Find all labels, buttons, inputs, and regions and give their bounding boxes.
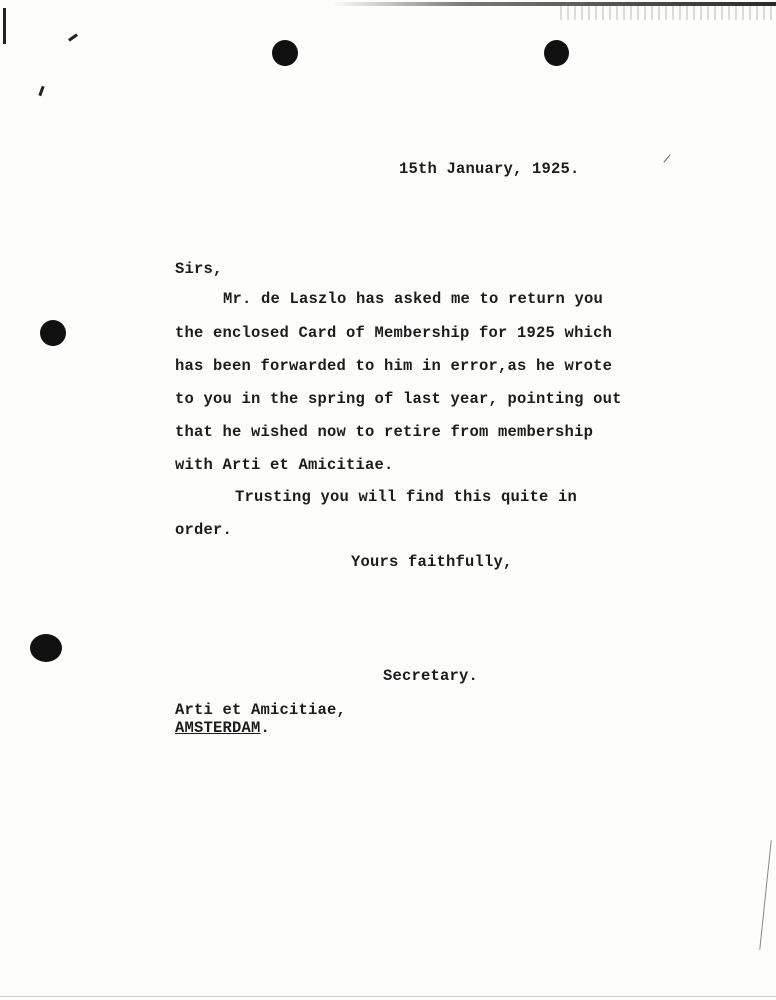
scan-left-edge <box>3 8 6 44</box>
closing-line: Trusting you will find this quite in <box>235 488 578 506</box>
body-line: Mr. de Laszlo has asked me to return you <box>223 290 604 308</box>
ink-mark <box>68 33 78 41</box>
scan-top-noise <box>560 6 776 20</box>
recipient-city-line <box>175 719 270 737</box>
valediction: Yours faithfully, <box>351 553 513 571</box>
punch-hole <box>30 634 62 662</box>
recipient-city: AMSTERDAM <box>175 719 261 737</box>
body-line: that he wished now to retire from membership <box>175 423 594 441</box>
punch-hole <box>272 40 298 66</box>
body-line: with Arti et Amicitiae. <box>175 456 394 474</box>
closing-line: order. <box>175 521 233 539</box>
letter-date: 15th January, 1925. <box>399 160 580 178</box>
body-line: has been forwarded to him in error,as he wrote <box>175 357 613 375</box>
punch-hole <box>544 40 569 66</box>
salutation: Sirs, <box>175 260 223 278</box>
ink-mark <box>38 86 44 96</box>
body-line: to you in the spring of last year, pointing out <box>175 390 622 408</box>
recipient-name: Arti et Amicitiae, <box>175 701 347 719</box>
body-line: the enclosed Card of Membership for 1925 which <box>175 324 613 342</box>
punch-hole <box>40 320 66 346</box>
scan-scratch <box>759 840 771 950</box>
scan-bottom-edge <box>0 996 776 997</box>
recipient-city-suffix: . <box>260 719 271 737</box>
ink-mark <box>663 154 670 162</box>
signature-title: Secretary. <box>383 667 479 685</box>
